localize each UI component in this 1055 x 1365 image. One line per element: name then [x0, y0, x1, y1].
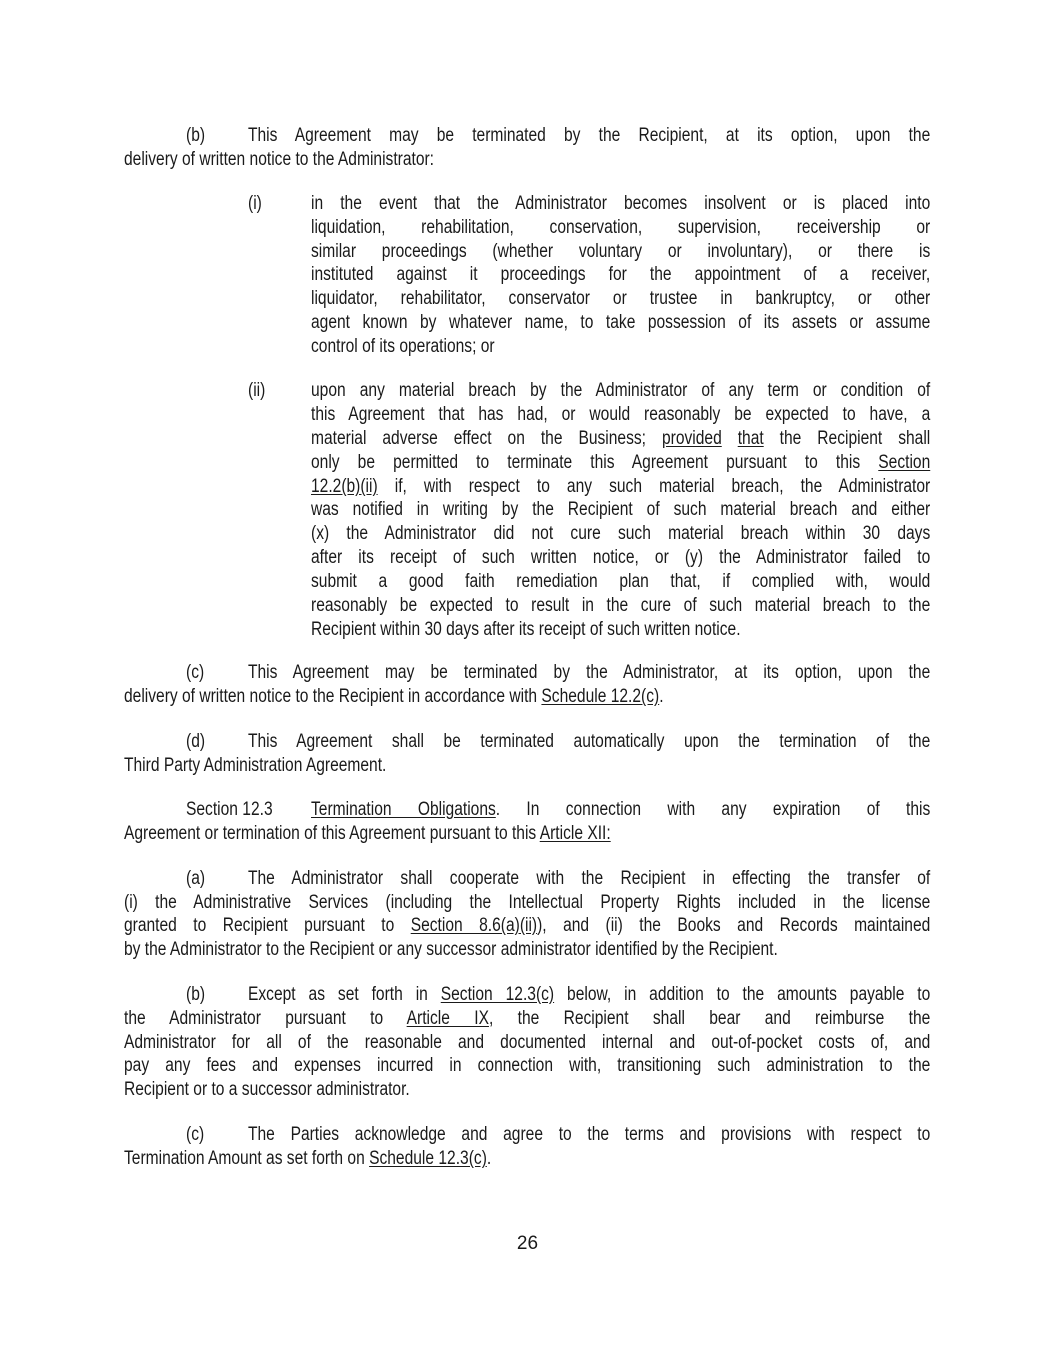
item-line: was notified in writing by the Recipient of such material breach and either	[311, 499, 931, 520]
paragraph-line: Third Party Administration Agreement.	[124, 755, 387, 776]
item-line: upon any material breach by the Administrator of any term or condition of	[311, 380, 931, 401]
item-line: material adverse effect on the Business; provided that the Recipient shall	[311, 428, 931, 449]
schedule-12-2-c-link[interactable]: Schedule 12.2(c)	[541, 686, 660, 707]
paragraph-label: (b)	[186, 125, 206, 146]
item-line: liquidator, rehabilitator, conservator or trustee in bankruptcy, or other	[311, 288, 931, 309]
paragraph-line: Termination Amount as set forth on Schedule 12.3(c).	[124, 1148, 492, 1169]
paragraph-line: pay any fees and expenses incurred in connection with, transitioning such administration to the	[124, 1055, 931, 1076]
paragraph-line: The Administrator shall cooperate with the Recipient in effecting the transfer of	[248, 868, 931, 889]
section-heading: Termination Obligations	[311, 799, 496, 820]
article-xii-link[interactable]: Article XII:	[539, 823, 611, 844]
paragraph-line: (i) the Administrative Services (including the Intellectual Property Rights included in the license	[124, 892, 931, 913]
paragraph-label: (d)	[186, 731, 206, 752]
item-line: Recipient within 30 days after its receipt of such written notice.	[311, 619, 741, 640]
that-emphasis: that	[737, 428, 764, 449]
section-12-2-b-ii-link[interactable]: Section	[878, 452, 931, 473]
item-line: instituted against it proceedings for the appointment of a receiver,	[311, 264, 931, 285]
paragraph-line: delivery of written notice to the Recipient in accordance with Schedule 12.2(c).	[124, 686, 664, 707]
paragraph-line: the Administrator pursuant to Article IX, the Recipient shall bear and reimburse the	[124, 1008, 931, 1029]
paragraph-line: Except as set forth in Section 12.3(c) below, in addition to the amounts payable to	[248, 984, 931, 1005]
paragraph-label: (a)	[186, 868, 206, 889]
paragraph-line: by the Administrator to the Recipient or any successor administrator identified by the Recipient.	[124, 939, 778, 960]
section-12-3-c-link[interactable]: Section 12.3(c)	[440, 984, 555, 1005]
paragraph-label: (c)	[186, 1124, 205, 1145]
paragraph-label: (c)	[186, 662, 205, 683]
paragraph-line: This Agreement may be terminated by the Administrator, at its option, upon the	[248, 662, 931, 683]
item-line: in the event that the Administrator becomes insolvent or is placed into	[311, 193, 931, 214]
section-12-2-b-ii-link[interactable]: 12.2(b)(ii)	[311, 476, 378, 497]
paragraph-line: delivery of written notice to the Administrator:	[124, 149, 435, 170]
section-label: Section 12.3	[186, 799, 273, 820]
section-line: Agreement or termination of this Agreement pursuant to this Article XII:	[124, 823, 611, 844]
item-label: (i)	[248, 193, 262, 214]
item-line: 12.2(b)(ii) if, with respect to any such material breach, the Administrator	[311, 476, 931, 497]
item-line: after its receipt of such written notice, or (y) the Administrator failed to	[311, 547, 931, 568]
paragraph-line: This Agreement shall be terminated automatically upon the termination of the	[248, 731, 931, 752]
paragraph-line: Administrator for all of the reasonable and documented internal and out-of-pocket costs of, and	[124, 1032, 931, 1053]
provided-emphasis: provided	[661, 428, 722, 449]
section-line: Termination Obligations. In connection with any expiration of this	[311, 799, 931, 820]
item-line: liquidation, rehabilitation, conservation, supervision, receivership or	[311, 217, 931, 238]
paragraph-line: Recipient or to a successor administrator.	[124, 1079, 410, 1100]
page-number: 26	[516, 1233, 539, 1254]
item-line: this Agreement that has had, or would reasonably be expected to have, a	[311, 404, 931, 425]
item-line: only be permitted to terminate this Agreement pursuant to this Section	[311, 452, 931, 473]
paragraph-line: The Parties acknowledge and agree to the terms and provisions with respect to	[248, 1124, 931, 1145]
item-line: agent known by whatever name, to take possession of its assets or assume	[311, 312, 931, 333]
section-8-6-a-ii-link[interactable]: Section 8.6(a)(ii)	[410, 915, 538, 936]
item-line: similar proceedings (whether voluntary or involuntary), or there is	[311, 241, 931, 262]
schedule-12-3-c-link[interactable]: Schedule 12.3(c)	[369, 1148, 487, 1169]
paragraph-line: This Agreement may be terminated by the Recipient, at its option, upon the	[248, 125, 931, 146]
item-line: (x) the Administrator did not cure such material breach within 30 days	[311, 523, 931, 544]
paragraph-label: (b)	[186, 984, 206, 1005]
paragraph-line: granted to Recipient pursuant to Section 8.6(a)(ii)), and (ii) the Books and Records maintained	[124, 915, 931, 936]
item-line: submit a good faith remediation plan that, if complied with, would	[311, 571, 931, 592]
item-label: (ii)	[248, 380, 266, 401]
item-line: control of its operations; or	[311, 336, 495, 357]
item-line: reasonably be expected to result in the cure of such material breach to the	[311, 595, 931, 616]
article-ix-link[interactable]: Article IX	[406, 1008, 489, 1029]
